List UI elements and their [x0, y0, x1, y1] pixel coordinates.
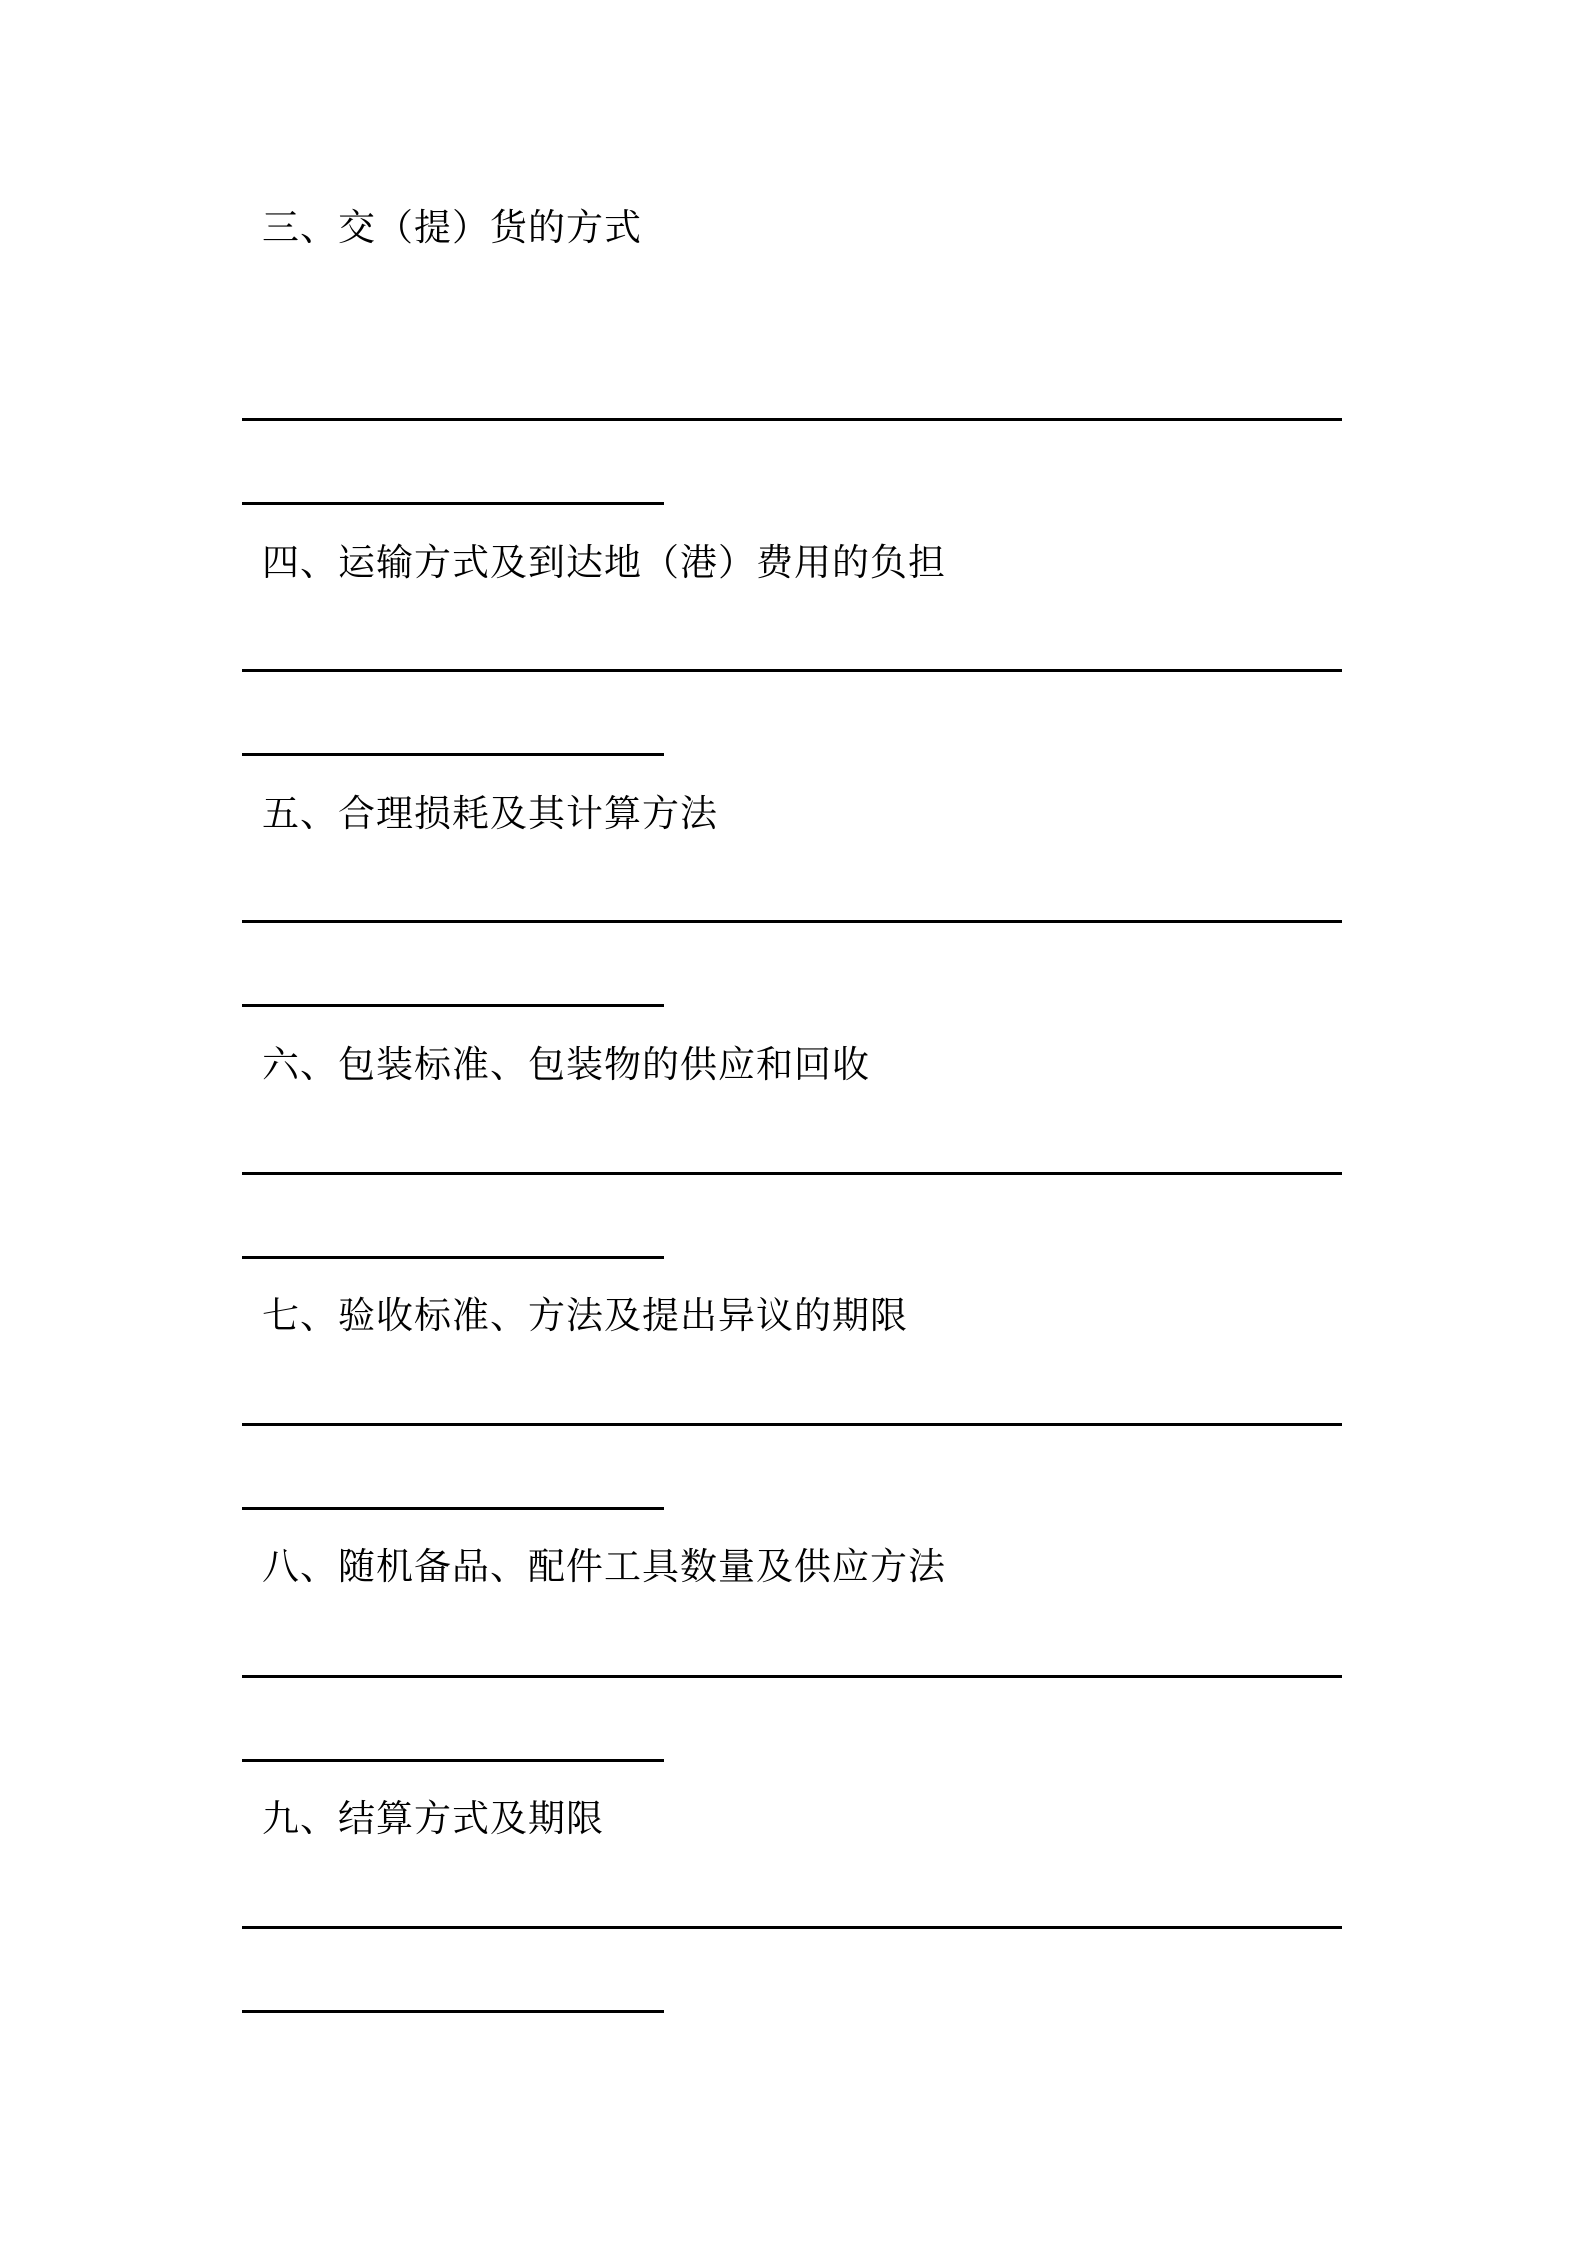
fill-in-line: [242, 418, 1342, 421]
section-heading-7: 七、验收标准、方法及提出异议的期限: [262, 1294, 908, 1337]
fill-in-line: [242, 1507, 664, 1510]
fill-in-line: [242, 1256, 664, 1259]
fill-in-line: [242, 753, 664, 756]
section-heading-9: 九、结算方式及期限: [262, 1797, 604, 1840]
fill-in-line: [242, 669, 1342, 672]
fill-in-line: [242, 1004, 664, 1007]
fill-in-line: [242, 920, 1342, 923]
section-heading-4: 四、运输方式及到达地（港）费用的负担: [262, 541, 946, 584]
fill-in-line: [242, 1172, 1342, 1175]
section-heading-5: 五、合理损耗及其计算方法: [262, 792, 718, 835]
fill-in-line: [242, 502, 664, 505]
fill-in-line: [242, 1423, 1342, 1426]
fill-in-line: [242, 1759, 664, 1762]
section-heading-6: 六、包装标准、包装物的供应和回收: [262, 1043, 870, 1086]
section-heading-8: 八、随机备品、配件工具数量及供应方法: [262, 1545, 946, 1588]
section-heading-3: 三、交（提）货的方式: [262, 206, 642, 249]
fill-in-line: [242, 1926, 1342, 1929]
fill-in-line: [242, 1675, 1342, 1678]
fill-in-line: [242, 2010, 664, 2013]
